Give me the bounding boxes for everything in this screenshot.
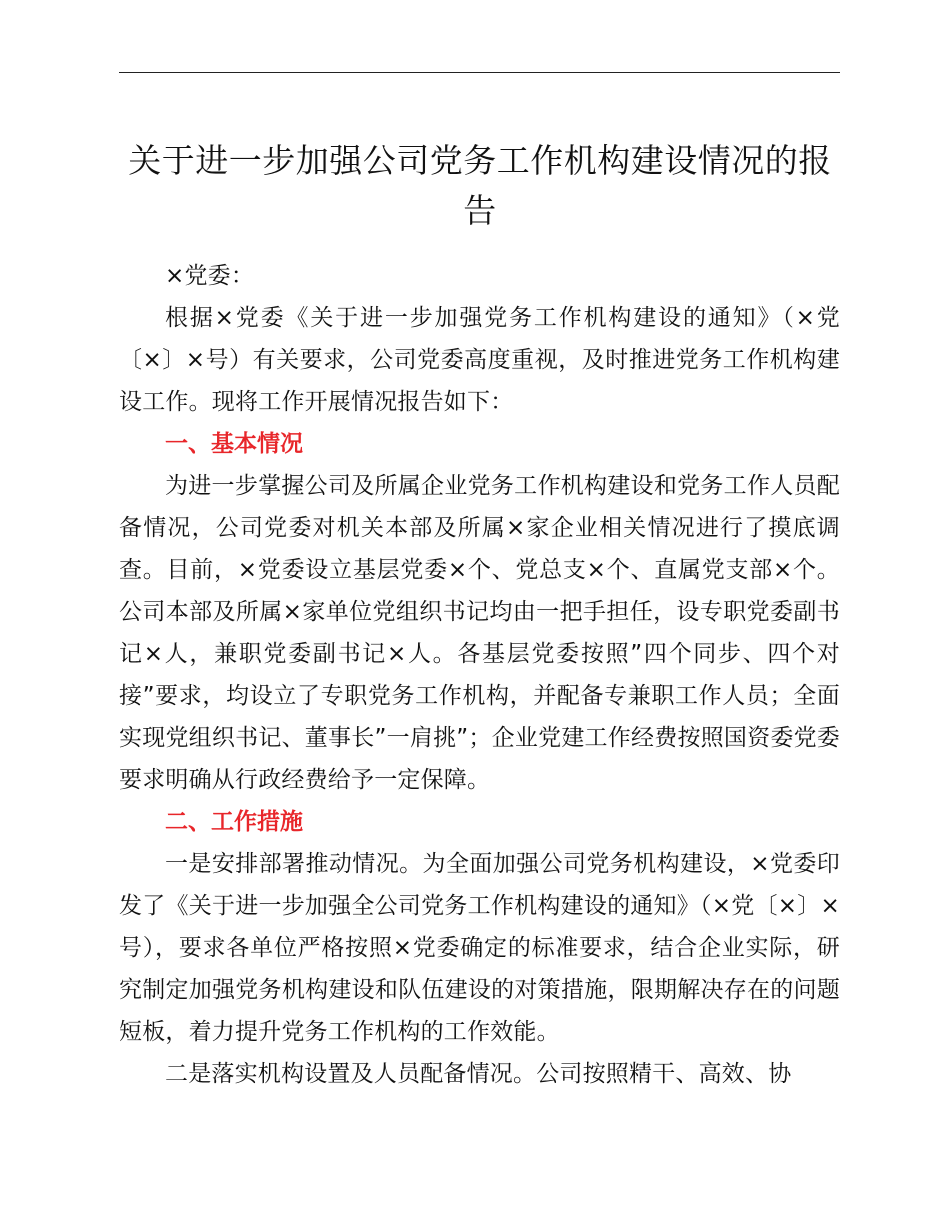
intro-paragraph: 根据×党委《关于进一步加强党务工作机构建设的通知》（×党〔×〕×号）有关要求，公司党委高度重视，及时推进党务工作机构建设工作。现将工作开展情况报告如下：: [119, 305, 840, 415]
basic-situation-paragraph: 为进一步掌握公司及所属企业党务工作机构建设和党务工作人员配备情况，公司党委对机关本部及所属×家企业相关情况进行了摸底调查。目前，×党委设立基层党委×个、党总支×个、直属党支部×个。公司本部及所属×家单位党组织书记均由一把手担任，设专职党委副书记×人，兼职党委副书记×人。各基层党委按照”四个同步、四个对接”要求，均设立了专职党务工作机构，并配备专兼职工作人员；全面实现党组织书记、董事长”一肩挑”；企业党建工作经费按照国资委党委要求明确从行政经费给予一定保障。: [119, 473, 840, 793]
section-heading-basic-situation: 一、基本情况: [165, 431, 303, 457]
header-rule: [119, 72, 840, 73]
document-body: [119, 255, 840, 1095]
work-measures-paragraph-1: 一是安排部署推动情况。为全面加强公司党务机构建设，×党委印发了《关于进一步加强全公司党务工作机构建设的通知》（×党〔×〕×号），要求各单位严格按照×党委确定的标准要求，结合企业实际，研究制定加强党务机构建设和队伍建设的对策措施，限期解决存在的问题短板，着力提升党务工作机构的工作效能。: [119, 851, 840, 1045]
salutation: ×党委：: [165, 263, 255, 289]
section-heading-work-measures: 二、工作措施: [165, 809, 303, 835]
work-measures-paragraph-2: 二是落实机构设置及人员配备情况。公司按照精干、高效、协: [165, 1061, 792, 1087]
document-title: 关于进一步加强公司党务工作机构建设情况的报告: [128, 141, 832, 230]
